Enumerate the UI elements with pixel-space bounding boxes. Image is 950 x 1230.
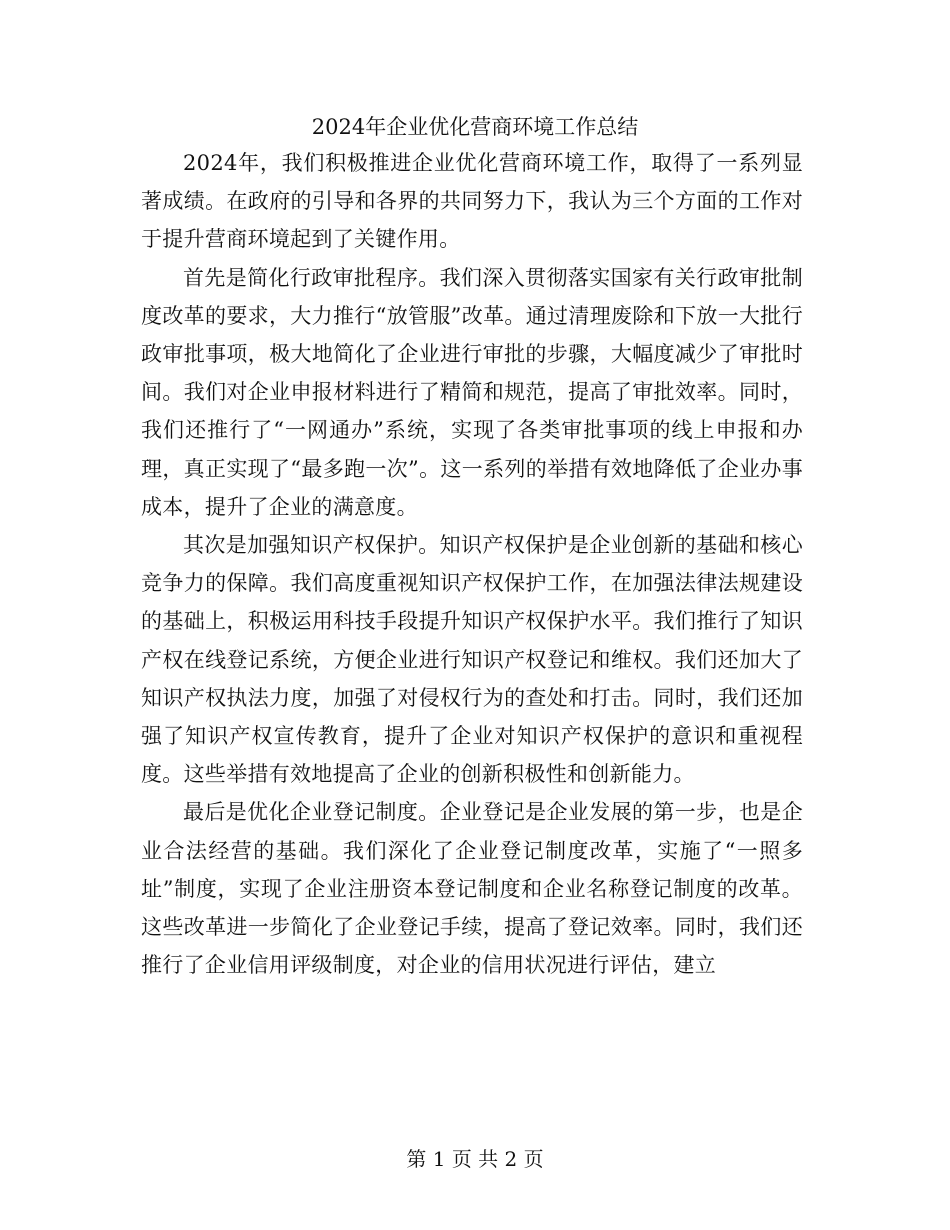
paragraph-intro: 2024年，我们积极推进企业优化营商环境工作，取得了一系列显著成绩。在政府的引导和各界的共同努力下，我认为三个方面的工作对于提升营商环境起到了关键作用。: [141, 151, 803, 252]
document-title: 2024年企业优化营商环境工作总结: [311, 115, 639, 139]
page-footer: 第 1 页 共 2 页: [406, 1147, 544, 1171]
paragraph-approval: 首先是简化行政审批程序。我们深入贯彻落实国家有关行政审批制度改革的要求，大力推行“放管服”改革。通过清理废除和下放一大批行政审批事项，极大地简化了企业进行审批的步骤，大幅度减少了审批时间。我们对企业申报材料进行了精简和规范，提高了审批效率。同时，我们还推行了“一网通办”系统，实现了各类审批事项的线上申报和办理，真正实现了“最多跑一次”。这一系列的举措有效地降低了企业办事成本，提升了企业的满意度。: [141, 265, 803, 519]
paragraph-ip-protection: 其次是加强知识产权保护。知识产权保护是企业创新的基础和核心竞争力的保障。我们高度重视知识产权保护工作，在加强法律法规建设的基础上，积极运用科技手段提升知识产权保护水平。我们推行了知识产权在线登记系统，方便企业进行知识产权登记和维权。我们还加大了知识产权执法力度，加强了对侵权行为的查处和打击。同时，我们还加强了知识产权宣传教育，提升了企业对知识产权保护的意识和重视程度。这些举措有效地提高了企业的创新积极性和创新能力。: [141, 533, 803, 787]
document-body: [141, 144, 803, 984]
paragraph-registration: 最后是优化企业登记制度。企业登记是企业发展的第一步，也是企业合法经营的基础。我们深化了企业登记制度改革，实施了“一照多址”制度，实现了企业注册资本登记制度和企业名称登记制度的改革。这些改革进一步简化了企业登记手续，提高了登记效率。同时，我们还推行了企业信用评级制度，对企业的信用状况进行评估，建立: [141, 800, 803, 978]
